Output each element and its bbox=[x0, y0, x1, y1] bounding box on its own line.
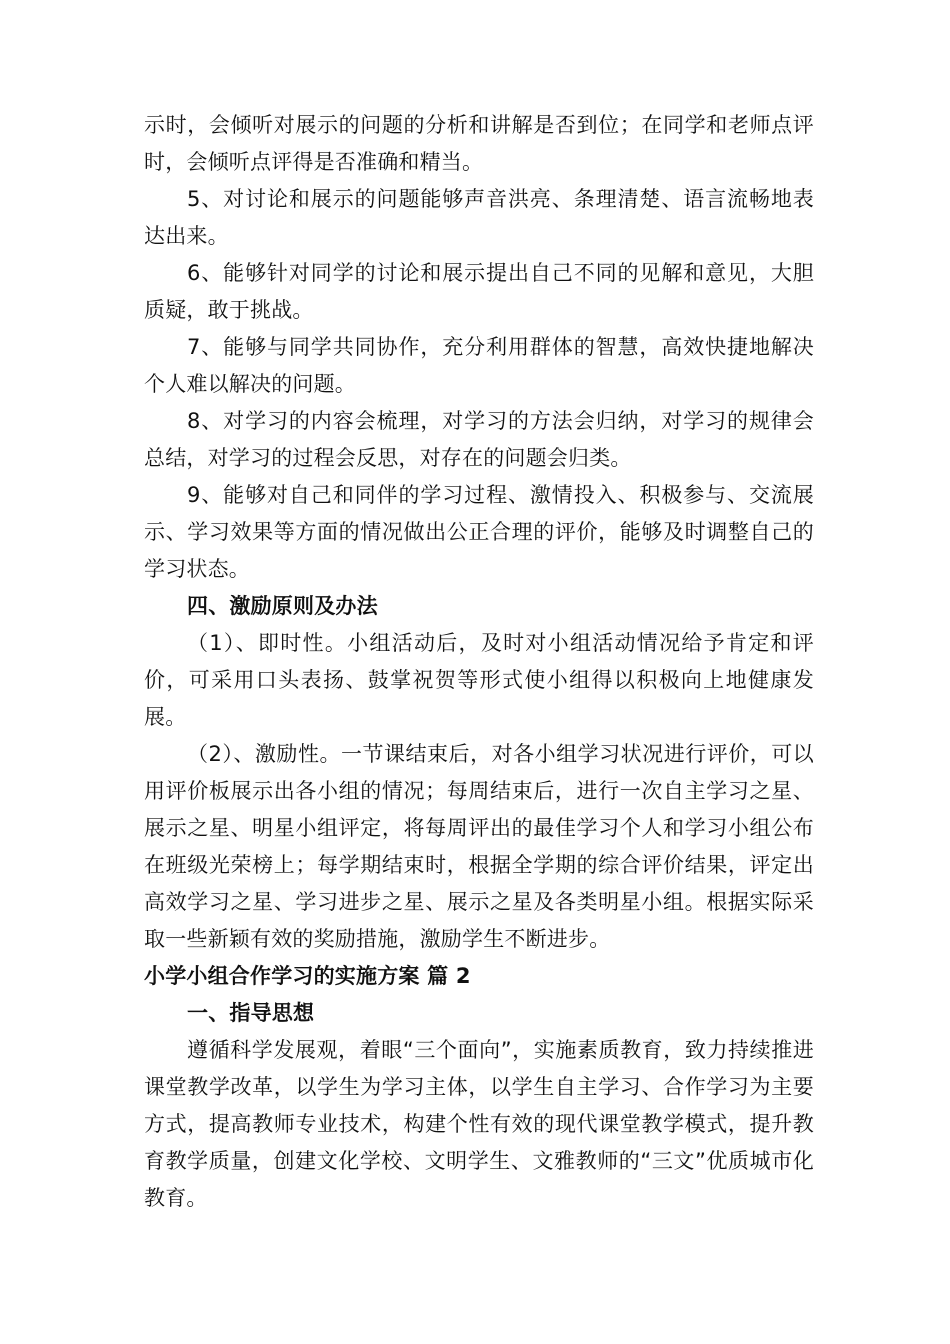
section-heading-guiding-ideology: 一、指导思想 bbox=[187, 1001, 315, 1025]
paragraph-incentive-2: （2）、激励性。一节课结束后，对各小组学习状况进行评价，可以用评价板展示出各小组的情况；每周结束后，进行一次自主学习之星、展示之星、明星小组评定，将每周评出的最佳学习个人和学习小组公布在班级光荣榜上；每学期结束时，根据全学期的综合评价结果，评定出高效学习之星、学习进步之星、展示之星及各类明星小组。根据实际采取一些新颖有效的奖励措施，激励学生不断进步。 bbox=[144, 742, 814, 951]
section-heading-incentives: 四、激励原则及办法 bbox=[187, 594, 378, 618]
paragraph-item-6: 6、能够针对同学的讨论和展示提出自己不同的见解和意见，大胆质疑，敢于挑战。 bbox=[144, 261, 814, 322]
paragraph-item-8: 8、对学习的内容会梳理，对学习的方法会归纳，对学习的规律会总结，对学习的过程会反思，对存在的问题会归类。 bbox=[144, 409, 814, 470]
paragraph-item-9: 9、能够对自己和同伴的学习过程、激情投入、积极参与、交流展示、学习效果等方面的情况做出公正合理的评价，能够及时调整自己的学习状态。 bbox=[144, 483, 814, 581]
paragraph-item-5: 5、对讨论和展示的问题能够声音洪亮、条理清楚、语言流畅地表达出来。 bbox=[144, 187, 814, 248]
paragraph-item-7: 7、能够与同学共同协作，充分利用群体的智慧，高效快捷地解决个人难以解决的问题。 bbox=[144, 335, 814, 396]
paragraph-listening-continuation: 示时，会倾听对展示的问题的分析和讲解是否到位；在同学和老师点评时，会倾听点评得是否准确和精当。 bbox=[144, 113, 814, 174]
article-title-plan-2: 小学小组合作学习的实施方案 篇 2 bbox=[144, 964, 471, 988]
paragraph-incentive-1: （1）、即时性。小组活动后，及时对小组活动情况给予肯定和评价，可采用口头表扬、鼓掌祝贺等形式使小组得以积极向上地健康发展。 bbox=[144, 631, 814, 729]
document-body bbox=[144, 107, 814, 1217]
paragraph-guiding-ideology: 遵循科学发展观，着眼“三个面向”，实施素质教育，致力持续推进课堂教学改革，以学生为学习主体，以学生自主学习、合作学习为主要方式，提高教师专业技术，构建个性有效的现代课堂教学模式，提升教育教学质量，创建文化学校、文明学生、文雅教师的“三文”优质城市化教育。 bbox=[144, 1038, 814, 1210]
